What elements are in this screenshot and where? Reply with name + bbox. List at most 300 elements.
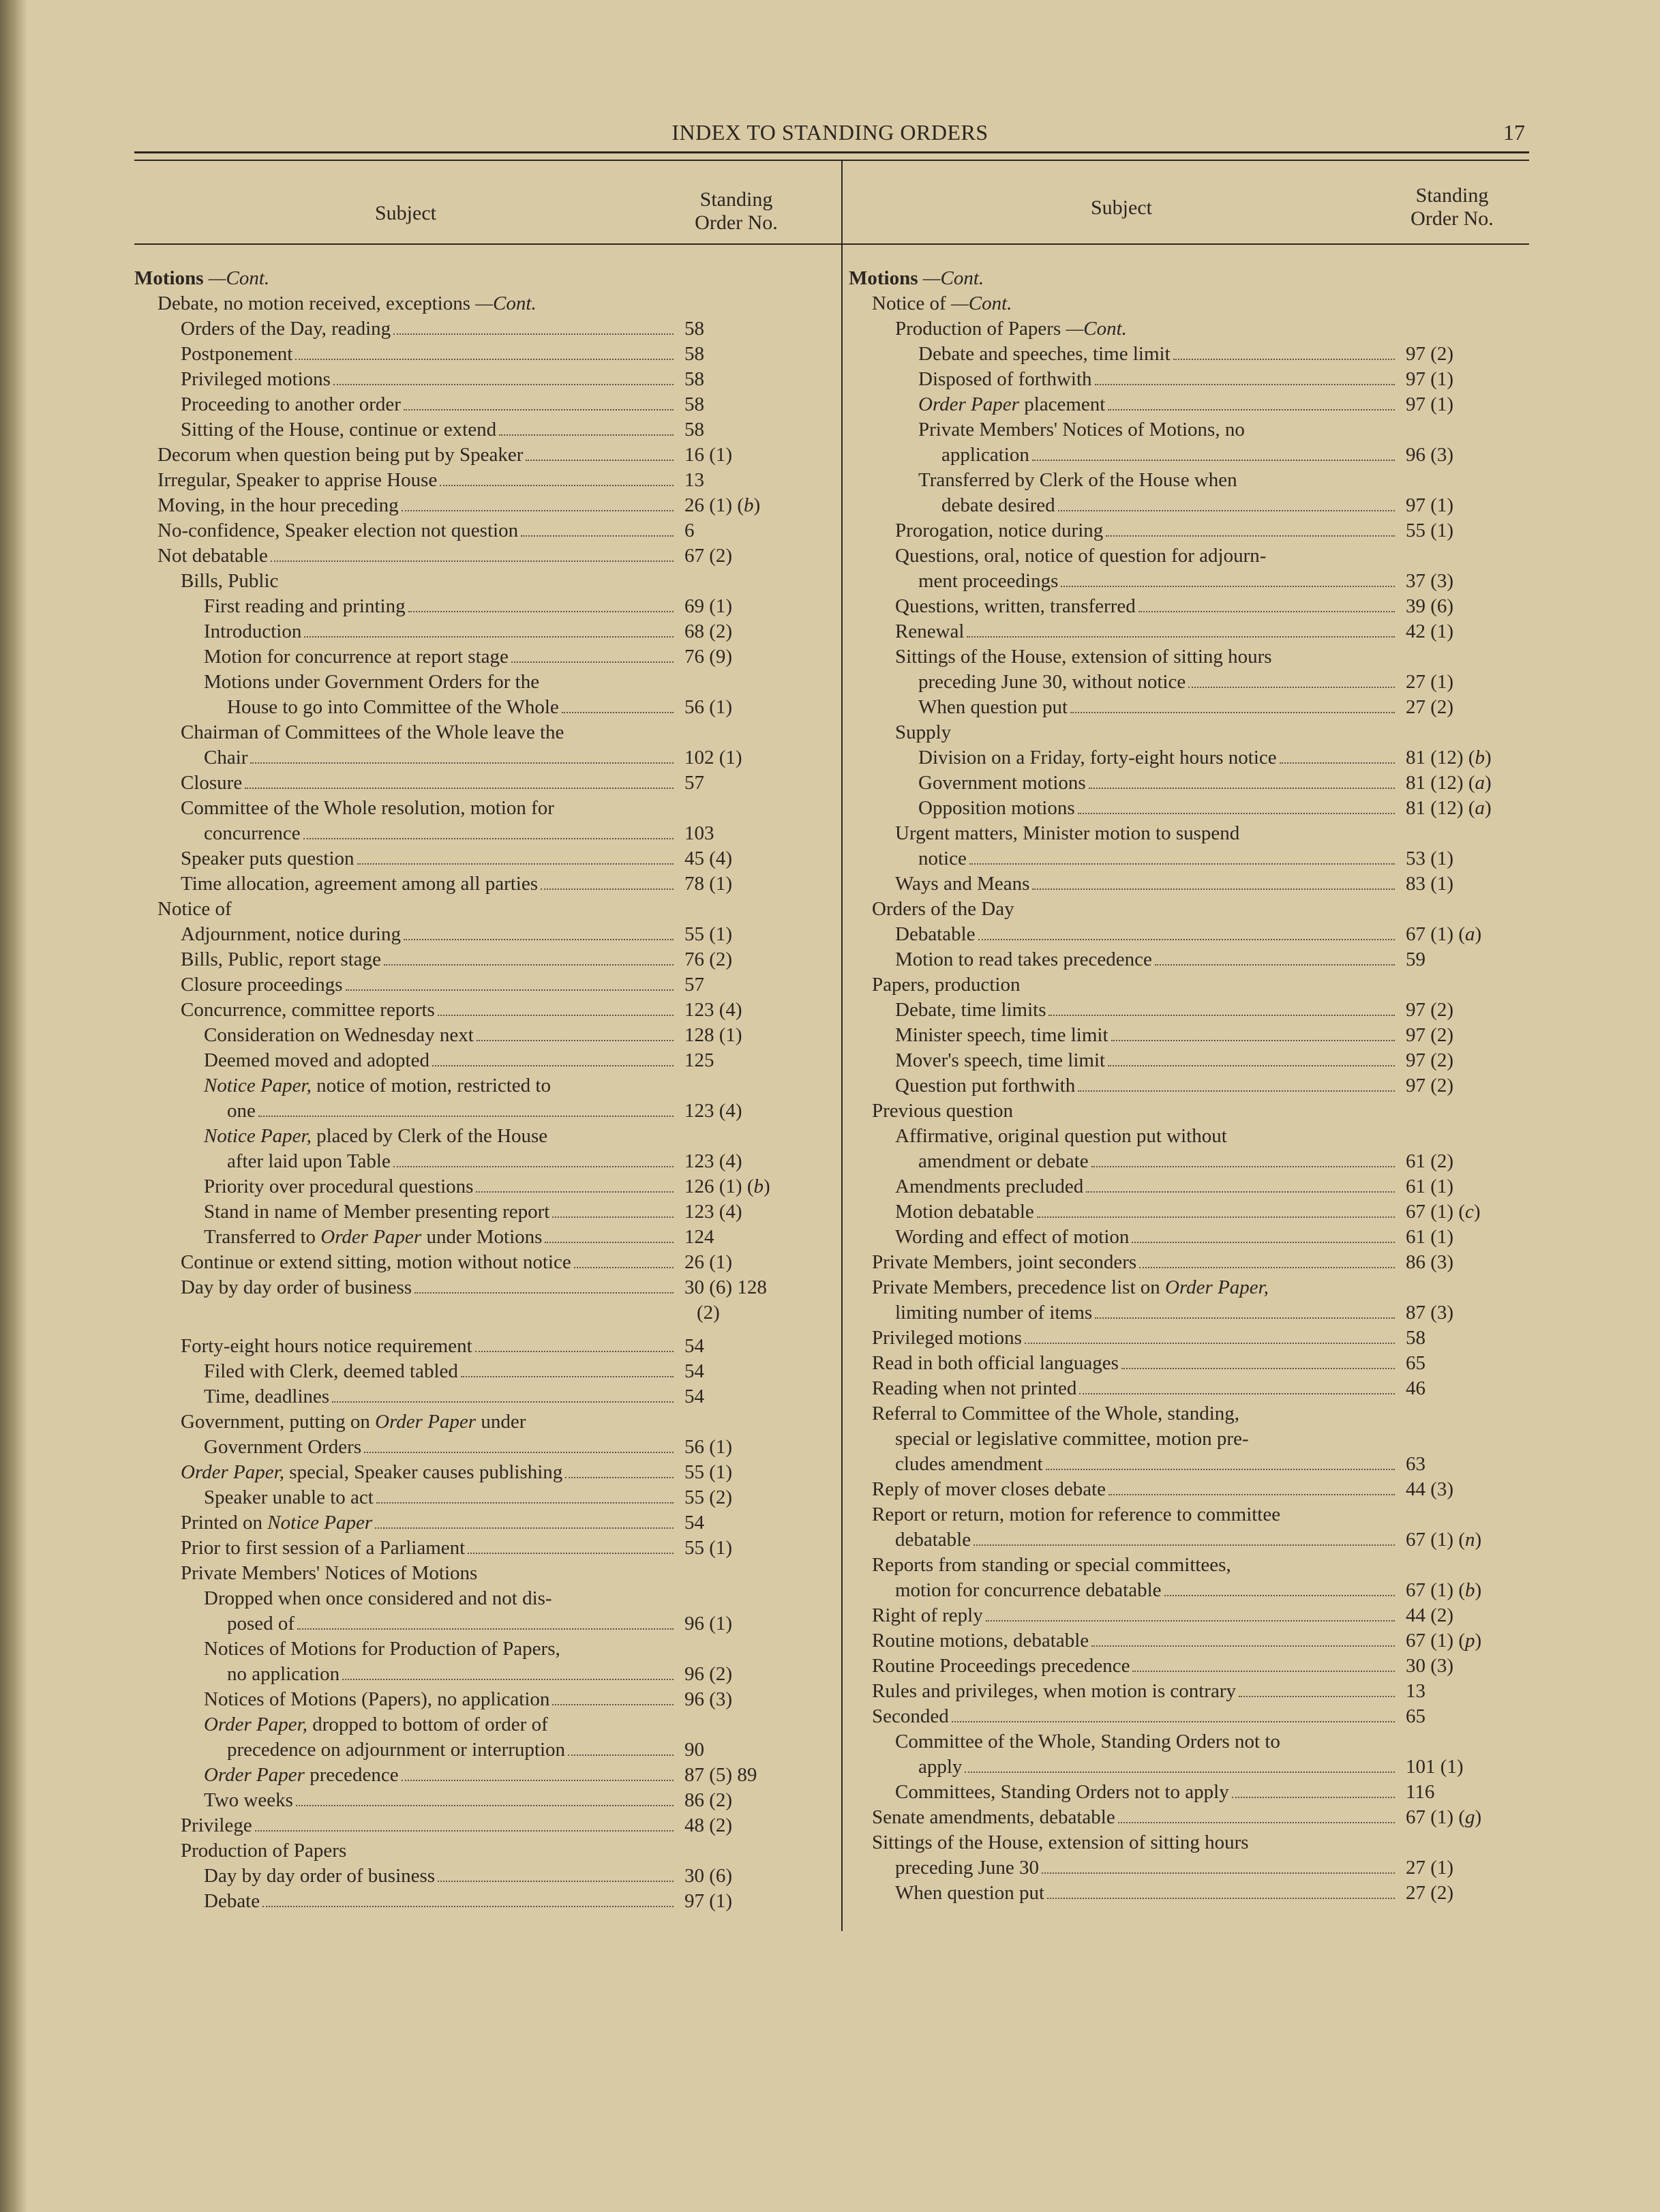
entry-subject-continued: House to go into Committee of the Whole [227, 696, 559, 718]
entry-subject: Orders of the Day [872, 898, 1014, 920]
index-entry [849, 1881, 1454, 1906]
entry-subject: When question put [895, 1882, 1045, 1904]
index-entry [134, 291, 680, 316]
leader-dots [1132, 1671, 1395, 1672]
entry-subject: First reading and printing [204, 595, 406, 617]
entry-subject: Privilege [181, 1814, 252, 1836]
leader-dots [404, 409, 674, 410]
entry-subject-continued: amendment or debate [918, 1150, 1089, 1172]
leader-dots [1070, 712, 1395, 713]
standing-order-number: 68 (2) [684, 621, 733, 642]
entry-subject: Committee of the Whole resolution, motion for [181, 797, 554, 819]
standing-order-number: 56 (1) [684, 1436, 733, 1458]
right-standing-header [1384, 184, 1520, 230]
entry-subject-continued: no application [227, 1663, 340, 1685]
standing-order-number: 58 [1406, 1327, 1425, 1349]
entry-subject: Adjournment, notice during [181, 923, 401, 945]
entry-subject: Amendments precluded [895, 1176, 1084, 1197]
leader-dots [568, 1754, 674, 1756]
entry-subject: Routine motions, debatable [872, 1630, 1089, 1651]
standing-order-number: 30 (6) [684, 1865, 733, 1887]
entry-subject: Speaker unable to act [204, 1486, 374, 1508]
leader-dots [1280, 762, 1395, 764]
index-entry [849, 644, 1454, 695]
leader-dots [1121, 1368, 1395, 1369]
entry-subject: Private Members' Notices of Motions, no [918, 419, 1245, 440]
entry-subject: Transferred by Clerk of the House when [918, 469, 1237, 491]
standing-order-number: 67 (1) (b) [1406, 1579, 1482, 1601]
leader-dots [1046, 1469, 1395, 1470]
entry-subject: Wording and effect of motion [895, 1226, 1130, 1248]
entry-subject: Committee of the Whole, Standing Orders not to [895, 1731, 1280, 1752]
leader-dots [384, 964, 674, 966]
entry-subject: Urgent matters, Minister motion to suspend [895, 822, 1240, 844]
index-entry [134, 1889, 733, 1914]
entry-subject-continued: debate desired [941, 494, 1055, 516]
leader-dots [1032, 888, 1395, 890]
standing-order-number: 55 (1) [684, 923, 733, 945]
leader-dots [1108, 409, 1395, 410]
entry-subject: Concurrence, committee reports [181, 999, 435, 1021]
standing-order-number: 87 (5) 89 [684, 1764, 757, 1786]
standing-order-number: 123 (4) [684, 1201, 742, 1223]
index-entry [849, 1174, 1454, 1199]
standing-order-number: 46 [1406, 1377, 1425, 1399]
leader-dots [1108, 1065, 1395, 1066]
entry-subject: Proceeding to another order [181, 393, 401, 415]
leader-dots [1118, 1822, 1395, 1823]
standing-order-number: 97 (1) [1406, 368, 1454, 390]
leader-dots [304, 636, 674, 638]
entry-subject: Deemed moved and adopted [204, 1049, 429, 1071]
entry-subject: Notices of Motions (Papers), no application [204, 1688, 550, 1710]
entry-subject: Affirmative, original question put without [895, 1125, 1227, 1147]
entry-subject: Disposed of forthwith [918, 368, 1092, 390]
index-entry [134, 468, 704, 493]
entry-subject: Debate, time limits [895, 999, 1046, 1021]
index-entry [134, 594, 733, 619]
index-entry [134, 972, 704, 998]
leader-dots [1164, 1595, 1395, 1596]
index-entry [134, 1561, 680, 1586]
index-entry [134, 1864, 733, 1889]
index-entry [134, 1536, 733, 1561]
leader-dots [1032, 460, 1395, 461]
entry-subject: Closure proceedings [181, 974, 343, 996]
index-entry [849, 619, 1454, 644]
index-entry [849, 1704, 1425, 1729]
leader-dots [978, 939, 1395, 940]
leader-dots [303, 838, 674, 839]
index-entry [849, 1351, 1425, 1376]
leader-dots [1058, 510, 1395, 511]
standing-order-number: 97 (2) [1406, 999, 1454, 1021]
index-entry [134, 1409, 733, 1460]
index-entry [134, 1687, 733, 1712]
index-entry [849, 1603, 1454, 1628]
entry-subject: Introduction [204, 621, 302, 642]
column-divider [841, 161, 843, 1931]
left-standing-header-line1: Standing [699, 188, 773, 211]
leader-dots [333, 384, 674, 385]
leader-dots [393, 333, 674, 335]
standing-order-number: 97 (2) [1406, 1024, 1454, 1046]
index-entry [134, 1359, 704, 1384]
standing-order-number: 44 (3) [1406, 1478, 1454, 1500]
standing-order-number: 125 [684, 1049, 714, 1071]
leader-dots [986, 1620, 1395, 1621]
entry-subject: Privileged motions [872, 1327, 1022, 1349]
index-entry [134, 922, 733, 947]
left-subject-header: Subject [375, 202, 436, 224]
right-subject-header: Subject [1091, 196, 1152, 219]
index-entry [849, 1250, 1454, 1275]
leader-dots [402, 1780, 674, 1781]
index-entry [134, 1485, 733, 1510]
leader-dots [271, 561, 674, 562]
entry-subject: Committees, Standing Orders not to apply [895, 1781, 1229, 1803]
entry-subject: Sittings of the House, extension of sitting hours [872, 1832, 1249, 1853]
standing-order-number: 44 (2) [1406, 1604, 1454, 1626]
entry-subject: Referral to Committee of the Whole, standing, [872, 1403, 1240, 1424]
index-entry [849, 266, 1384, 291]
standing-order-number: 6 [684, 520, 695, 541]
index-entry [849, 1729, 1464, 1780]
index-entry [134, 1199, 742, 1225]
entry-subject: Chairman of Committees of the Whole leave the [181, 721, 564, 743]
leader-dots [258, 1116, 674, 1117]
standing-order-number: 101 (1) [1406, 1756, 1464, 1778]
standing-order-number: 58 [684, 419, 704, 440]
header-rule-bottom [134, 160, 1529, 161]
leader-dots [440, 485, 674, 486]
leader-dots [1078, 813, 1395, 814]
standing-order-number: 30 (6) 128 [684, 1276, 767, 1298]
leader-dots [245, 788, 674, 789]
entry-subject: Moving, in the hour preceding [157, 494, 399, 516]
index-entry [134, 1023, 742, 1048]
index-entry [849, 1275, 1454, 1326]
entry-subject: Day by day order of business [204, 1865, 436, 1887]
standing-order-number: 67 (1) (n) [1406, 1529, 1482, 1551]
standing-order-number: 55 (1) [684, 1461, 733, 1483]
index-entry [849, 1124, 1454, 1174]
entry-subject-continued: concurrence [204, 822, 301, 844]
entry-subject: Continue or extend sitting, motion without notice [181, 1251, 571, 1273]
index-entry [134, 342, 704, 367]
standing-order-number: 96 (3) [1406, 444, 1454, 466]
entry-subject: Order Paper placement [918, 393, 1106, 415]
leader-dots [376, 1502, 674, 1504]
standing-order-number: 97 (2) [1406, 1075, 1454, 1096]
standing-order-number: 83 (1) [1406, 873, 1454, 895]
leader-dots [475, 1351, 674, 1352]
entry-subject: When question put [918, 696, 1068, 718]
leader-dots [262, 1906, 674, 1907]
entry-subject: Order Paper, dropped to bottom of order of [204, 1714, 548, 1735]
entry-subject: Questions, oral, notice of question for adjourn- [895, 545, 1267, 567]
standing-order-number: 67 (1) (c) [1406, 1201, 1481, 1223]
standing-order-number: 123 (4) [684, 999, 742, 1021]
page-gutter-shadow [0, 0, 27, 2212]
entry-subject: Prior to first session of a Parliament [181, 1537, 466, 1559]
index-entry [849, 291, 1384, 316]
leader-dots [1095, 384, 1395, 385]
entry-subject: Motion debatable [895, 1201, 1034, 1223]
entry-subject: Irregular, Speaker to apprise House [157, 469, 438, 491]
standing-order-number: 27 (2) [1406, 1882, 1454, 1904]
index-entry [134, 1510, 704, 1536]
entry-subject: Private Members, precedence list on Order Paper, [872, 1276, 1269, 1298]
entry-subject: Government, putting on Order Paper under [181, 1411, 526, 1433]
standing-order-number: 53 (1) [1406, 848, 1454, 869]
entry-subject: Report or return, motion for reference to committee [872, 1504, 1281, 1525]
leader-dots [342, 1679, 674, 1680]
standing-order-number: 116 [1406, 1781, 1435, 1803]
entry-subject-continued: preceding June 30, without notice [918, 671, 1186, 693]
entry-subject: Right of reply [872, 1604, 983, 1626]
entry-subject: Papers, production [872, 974, 1021, 996]
index-entry [849, 821, 1454, 871]
index-entry [134, 897, 680, 922]
entry-subject: Time, deadlines [204, 1386, 330, 1407]
leader-dots [364, 1452, 674, 1453]
entry-subject: Closure [181, 772, 243, 794]
entry-subject: Production of Papers —Cont. [895, 318, 1127, 340]
standing-order-number: 55 (2) [684, 1486, 733, 1508]
leader-dots [393, 1166, 674, 1167]
index-entry [134, 569, 680, 594]
entry-subject: Notice Paper, notice of motion, restricted to [204, 1075, 551, 1096]
leader-dots [545, 1242, 674, 1243]
standing-order-number: 126 (1) (b) [684, 1176, 770, 1197]
left-index-column [134, 266, 770, 1914]
standing-order-number: 27 (1) [1406, 671, 1454, 693]
standing-order-number: 26 (1) (b) [684, 494, 761, 516]
leader-dots [375, 1527, 674, 1529]
leader-dots [552, 1216, 674, 1218]
entry-subject: Debate [204, 1890, 260, 1912]
leader-dots [250, 762, 674, 764]
standing-order-number: 69 (1) [684, 595, 733, 617]
standing-order-number: 81 (12) (a) [1406, 772, 1492, 794]
entry-subject-continued: posed of [227, 1613, 295, 1634]
leader-dots [346, 989, 674, 991]
standing-order-number: 103 [684, 822, 714, 844]
index-entry [849, 695, 1454, 720]
standing-order-number: 86 (2) [684, 1789, 733, 1811]
leader-dots [511, 661, 674, 663]
standing-order-number: 61 (1) [1406, 1226, 1454, 1248]
leader-dots [1239, 1696, 1395, 1697]
column-header-rule [134, 243, 1529, 245]
entry-subject-continued: Chair [204, 747, 248, 768]
index-entry [134, 518, 695, 543]
index-entry [849, 972, 1384, 998]
leader-dots [1091, 1166, 1395, 1167]
standing-order-number: 65 [1406, 1705, 1425, 1727]
entry-subject: Bills, Public [181, 570, 279, 592]
index-entry [849, 392, 1454, 417]
entry-subject: Private Members' Notices of Motions [181, 1562, 478, 1584]
entry-subject: Reading when not printed [872, 1377, 1077, 1399]
index-entry [849, 1628, 1482, 1654]
leader-dots [969, 863, 1395, 865]
standing-order-number: 97 (1) [1406, 393, 1454, 415]
entry-subject: Motion to read takes precedence [895, 948, 1152, 970]
leader-dots [438, 1015, 674, 1016]
index-entry [849, 1780, 1435, 1805]
standing-order-number: 58 [684, 393, 704, 415]
index-entry [134, 720, 742, 771]
standing-order-number: 59 [1406, 948, 1425, 970]
entry-subject: Senate amendments, debatable [872, 1806, 1115, 1828]
entry-subject: Rules and privileges, when motion is contrary [872, 1680, 1236, 1702]
entry-subject: Minister speech, time limit [895, 1024, 1108, 1046]
index-entry [849, 1073, 1454, 1098]
leader-dots [574, 1267, 674, 1268]
leader-dots [402, 510, 674, 511]
entry-subject: Opposition motions [918, 797, 1075, 819]
leader-dots [1095, 1317, 1395, 1319]
entry-subject: Privileged motions [181, 368, 331, 390]
entry-subject: Question put forthwith [895, 1075, 1076, 1096]
standing-order-number: 96 (1) [684, 1613, 733, 1634]
leader-dots [432, 1065, 674, 1066]
index-entry [134, 1813, 733, 1838]
index-entry [849, 1225, 1454, 1250]
leader-dots [468, 1553, 674, 1554]
entry-subject: Stand in name of Member presenting report [204, 1201, 550, 1223]
leader-dots [952, 1721, 1395, 1722]
index-entry [134, 417, 704, 443]
leader-dots [965, 1772, 1395, 1773]
entry-subject: Routine Proceedings precedence [872, 1655, 1130, 1677]
index-entry [134, 316, 704, 342]
index-entry [134, 1174, 770, 1199]
standing-order-number: 78 (1) [684, 873, 733, 895]
leader-dots [1061, 586, 1395, 587]
entry-subject: Division on a Friday, forty-eight hours notice [918, 747, 1277, 768]
leader-dots [541, 888, 674, 890]
standing-order-number: 67 (1) (g) [1406, 1806, 1482, 1828]
index-entry [849, 1199, 1481, 1225]
entry-subject: Seconded [872, 1705, 949, 1727]
entry-subject: Reply of mover closes debate [872, 1478, 1106, 1500]
index-entry [849, 1023, 1454, 1048]
entry-subject: Day by day order of business [181, 1276, 412, 1298]
index-entry [134, 1636, 733, 1687]
index-entry [849, 771, 1492, 796]
continued-marker: —Cont. [1061, 318, 1127, 340]
standing-order-number: 30 (3) [1406, 1655, 1454, 1677]
index-entry [134, 1586, 733, 1636]
entry-subject: Previous question [872, 1100, 1014, 1122]
leader-dots [1232, 1797, 1395, 1798]
standing-order-number: 102 (1) [684, 747, 742, 768]
index-entry [849, 796, 1492, 821]
standing-order-number: 54 [684, 1335, 704, 1357]
index-entry [134, 493, 761, 518]
leader-dots [1048, 1015, 1395, 1016]
entry-subject-continued: motion for concurrence debatable [895, 1579, 1162, 1601]
standing-order-number: 67 (1) (p) [1406, 1630, 1482, 1651]
entry-subject-continued: application [941, 444, 1029, 466]
leader-dots [477, 1040, 674, 1041]
left-standing-header [668, 188, 804, 235]
leader-dots [552, 1704, 674, 1705]
index-entry [134, 644, 733, 670]
index-entry [134, 1334, 704, 1359]
index-entry [849, 468, 1454, 518]
index-entry [849, 947, 1425, 972]
leader-dots [1138, 611, 1395, 612]
entry-subject-continued: notice [918, 848, 967, 869]
standing-order-number: 58 [684, 343, 704, 365]
standing-order-number: 42 (1) [1406, 621, 1454, 642]
index-entry [849, 1830, 1454, 1881]
index-entry [134, 1384, 704, 1409]
entry-subject: Forty-eight hours notice requirement [181, 1335, 472, 1357]
right-standing-header-line1: Standing [1415, 184, 1489, 207]
entry-subject: Government motions [918, 772, 1086, 794]
index-entry [134, 367, 704, 392]
entry-subject: Notices of Motions for Production of Papers, [204, 1638, 560, 1660]
index-entry [849, 720, 1384, 745]
leader-dots [1025, 1343, 1395, 1344]
index-entry [134, 1712, 704, 1763]
entry-subject: Dropped when once considered and not dis- [204, 1587, 552, 1609]
leader-dots [1078, 1090, 1395, 1092]
standing-order-number: 61 (1) [1406, 1176, 1454, 1197]
standing-order-number: 86 (3) [1406, 1251, 1454, 1273]
leader-dots [562, 712, 674, 713]
page-number: 17 [1503, 120, 1525, 145]
leader-dots [404, 939, 674, 940]
entry-subject: Production of Papers [181, 1840, 347, 1862]
leader-dots [1086, 1191, 1395, 1193]
standing-order-number: 58 [684, 368, 704, 390]
index-entry [849, 1553, 1482, 1603]
entry-subject: Orders of the Day, reading [181, 318, 391, 340]
entry-subject: Motions under Government Orders for the [204, 671, 540, 693]
entry-subject: Notice of [157, 898, 232, 920]
index-entry [849, 998, 1454, 1023]
entry-subject: Sitting of the House, continue or extend [181, 419, 497, 440]
leader-dots [357, 863, 674, 865]
index-entry [849, 897, 1384, 922]
standing-order-number: 96 (2) [684, 1663, 733, 1685]
standing-order-number: 45 (4) [684, 848, 733, 869]
entry-subject: Bills, Public, report stage [181, 948, 381, 970]
leader-dots [1037, 1216, 1395, 1218]
leader-dots [526, 460, 674, 461]
standing-order-number: 97 (1) [684, 1890, 733, 1912]
index-entry [849, 1477, 1454, 1502]
leader-dots [1108, 1494, 1395, 1495]
standing-order-number: 55 (1) [684, 1537, 733, 1559]
leader-dots [967, 636, 1395, 638]
entry-subject: Debatable [895, 923, 976, 945]
entry-subject: Printed on Notice Paper [181, 1512, 373, 1534]
entry-subject-continued: after laid upon Table [227, 1150, 391, 1172]
standing-order-number: 81 (12) (b) [1406, 747, 1492, 768]
leader-dots [1139, 1267, 1395, 1268]
entry-subject-continued: cludes amendment [895, 1453, 1043, 1475]
standing-order-number: 76 (2) [684, 948, 733, 970]
entry-subject-continued: precedence on adjournment or interruption [227, 1739, 566, 1761]
leader-dots [1091, 1645, 1395, 1647]
